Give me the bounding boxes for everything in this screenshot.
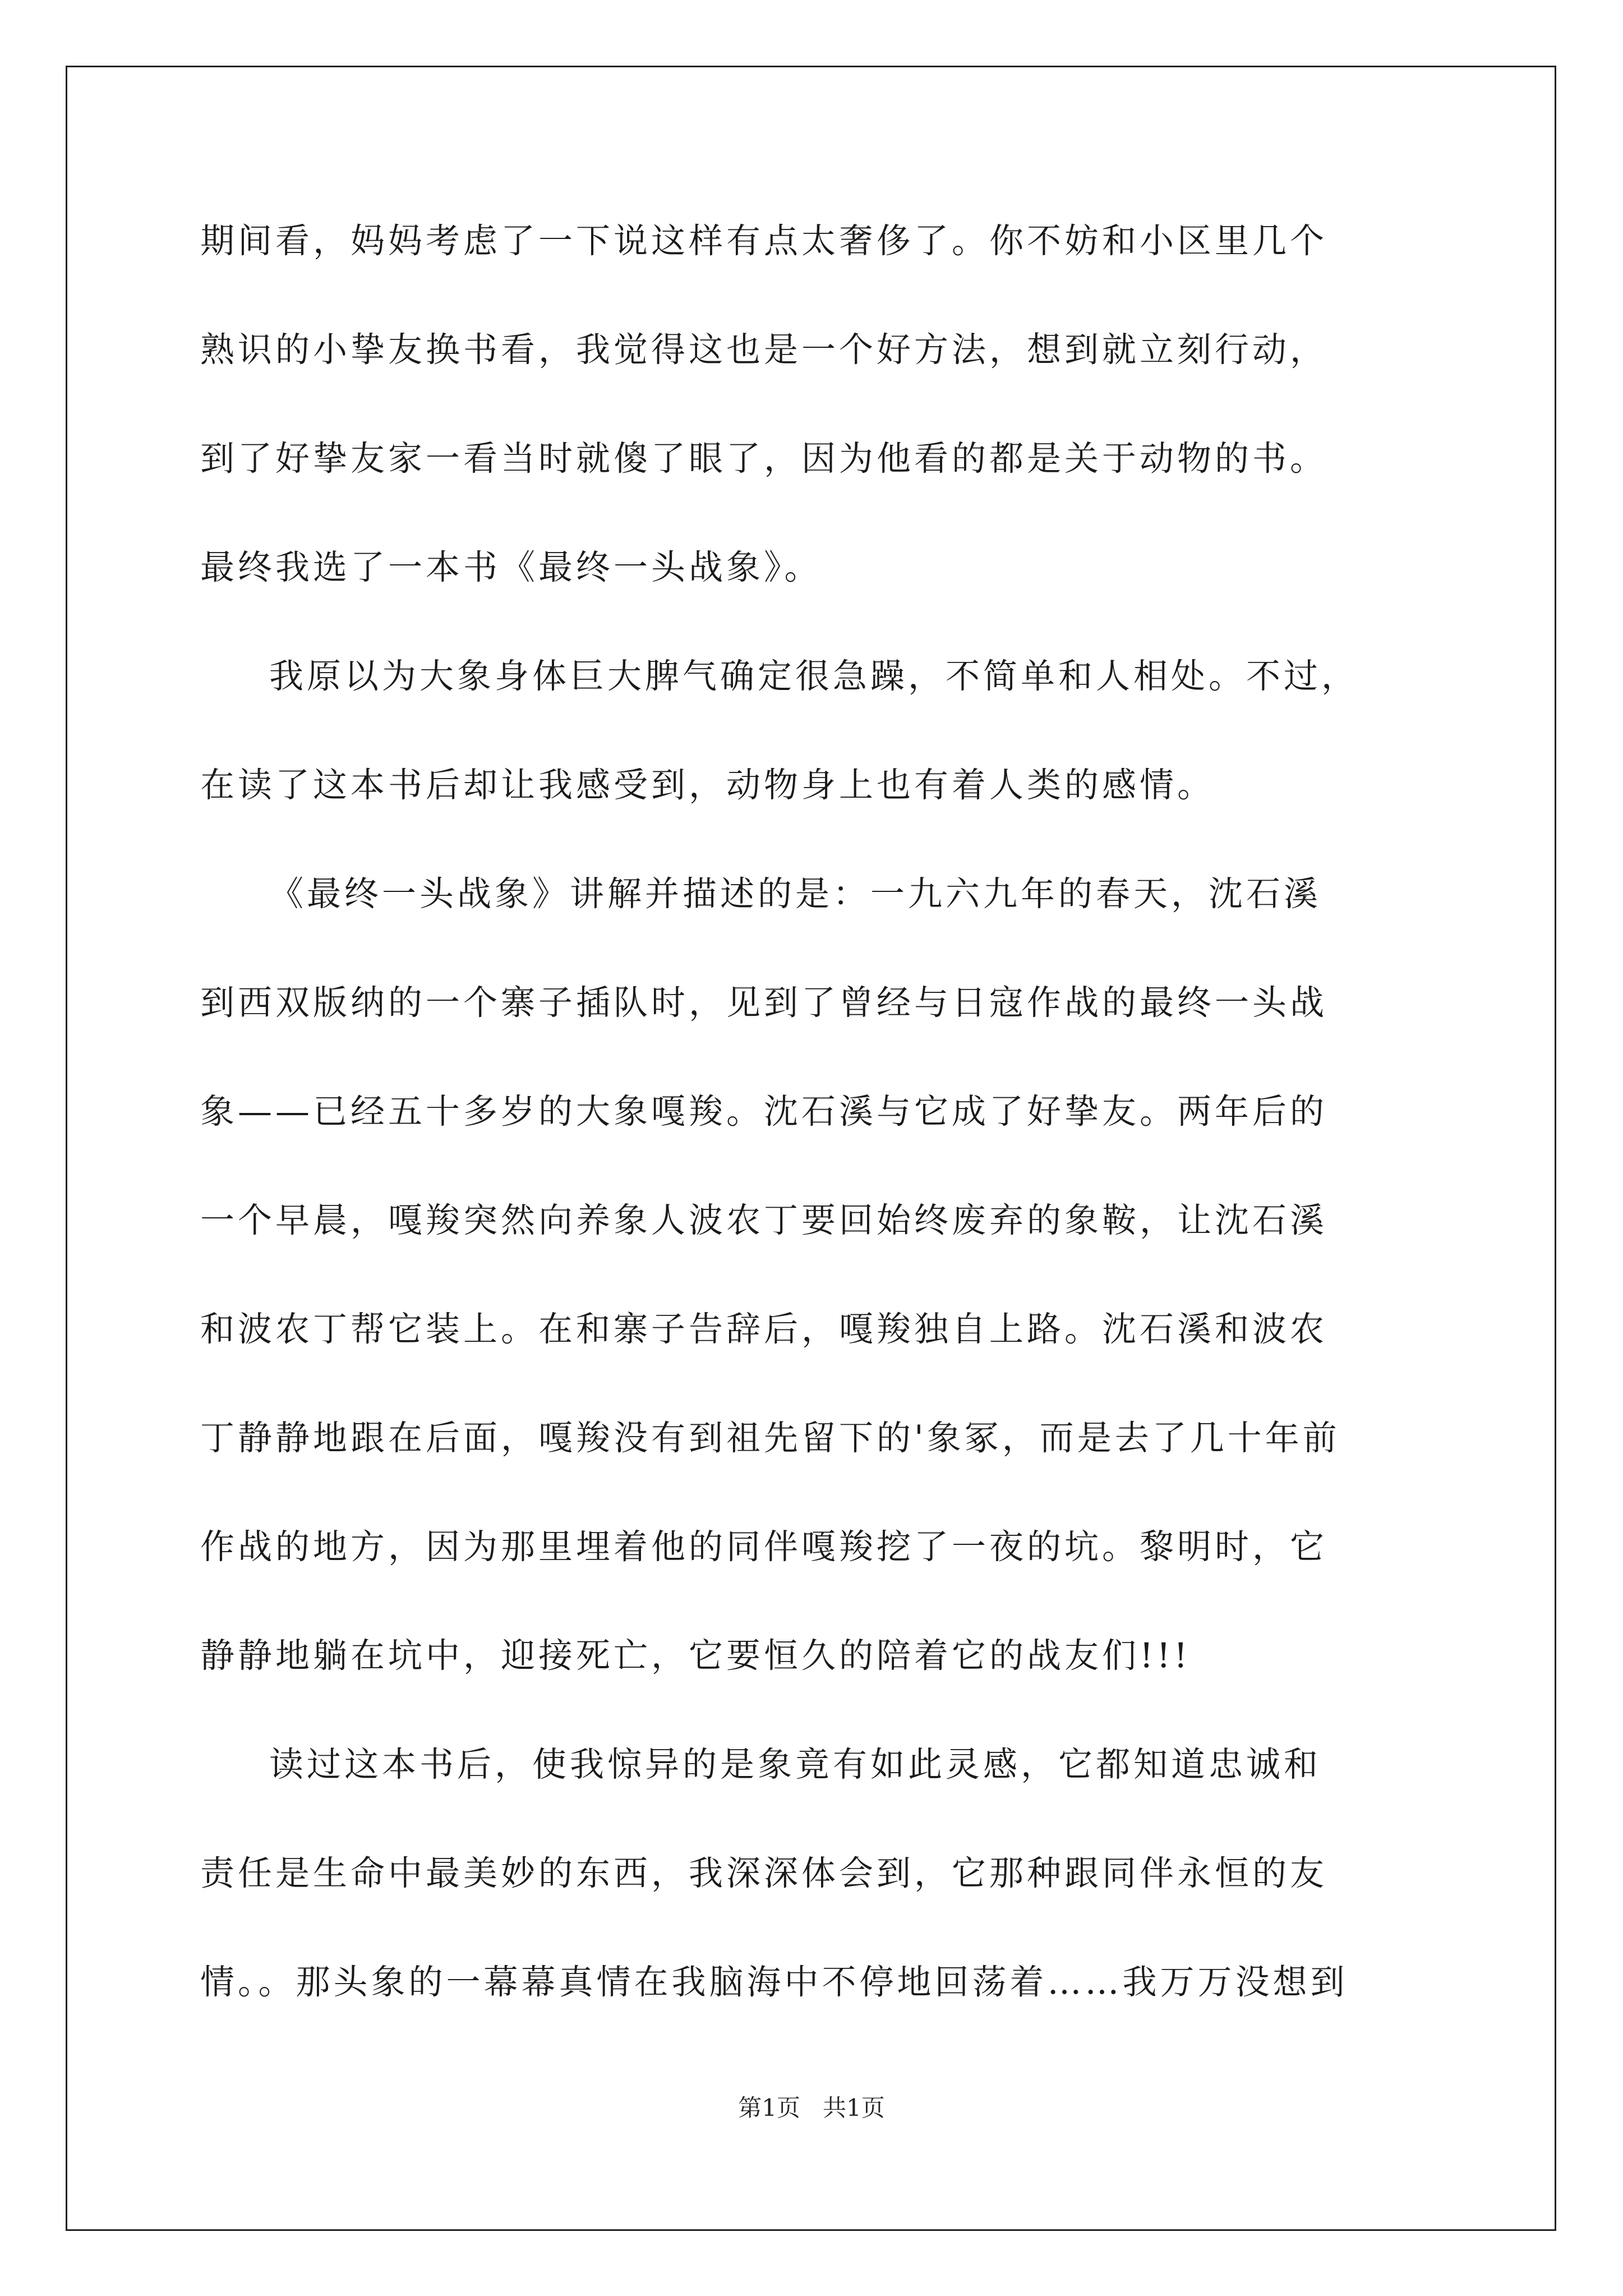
text-line: 期间看，妈妈考虑了一下说这样有点太奢侈了。你不妨和小区里几个 [200, 221, 1328, 261]
page-number-label: 第1页 共1页 [738, 2094, 885, 2122]
text-line: 在读了这本书后却让我感受到，动物身上也有着人类的感情。 [200, 765, 1215, 805]
text-line: 责任是生命中最美妙的东西，我深深体会到，它那种跟同伴永恒的友 [200, 1853, 1328, 1893]
text-line: 作战的地方，因为那里埋着他的同伴嘎羧挖了一夜的坑。黎明时，它 [200, 1527, 1328, 1567]
text-line: 情。。那头象的一幕幕真情在我脑海中不停地回荡着……我万万没想到 [200, 1962, 1348, 2002]
text-line: 熟识的小挚友换书看，我觉得这也是一个好方法，想到就立刻行动， [200, 330, 1328, 370]
text-line: 最终我选了一本书《最终一头战象》。 [200, 547, 822, 587]
text-line: 静静地躺在坑中，迎接死亡，它要恒久的陪着它的战友们!!! [200, 1636, 1191, 1676]
text-line: 到了好挚友家一看当时就傻了眼了，因为他看的都是关于动物的书。 [200, 439, 1328, 478]
text-line: 到西双版纳的一个寨子插队时，见到了曾经与日寇作战的最终一头战 [200, 983, 1328, 1023]
paragraph-first-line: 读过这本书后，使我惊异的是象竟有如此灵感，它都知道忠诚和 [269, 1745, 1322, 1784]
page-footer [0, 2091, 1623, 2125]
text-line: 和波农丁帮它装上。在和寨子告辞后，嘎羧独自上路。沈石溪和波农 [200, 1309, 1328, 1349]
page-border [66, 66, 1556, 2231]
text-line: 一个早晨，嘎羧突然向养象人波农丁要回始终废弃的象鞍，让沈石溪 [200, 1200, 1328, 1240]
paragraph-first-line: 我原以为大象身体巨大脾气确定很急躁，不简单和人相处。不过， [269, 656, 1359, 696]
text-line: 丁静静地跟在后面，嘎羧没有到祖先留下的'象冢，而是去了几十年前 [200, 1418, 1340, 1458]
paragraph-first-line: 《最终一头战象》讲解并描述的是：一九六九年的春天，沈石溪 [269, 874, 1322, 914]
text-line: 象——已经五十多岁的大象嘎羧。沈石溪与它成了好挚友。两年后的 [200, 1092, 1328, 1131]
